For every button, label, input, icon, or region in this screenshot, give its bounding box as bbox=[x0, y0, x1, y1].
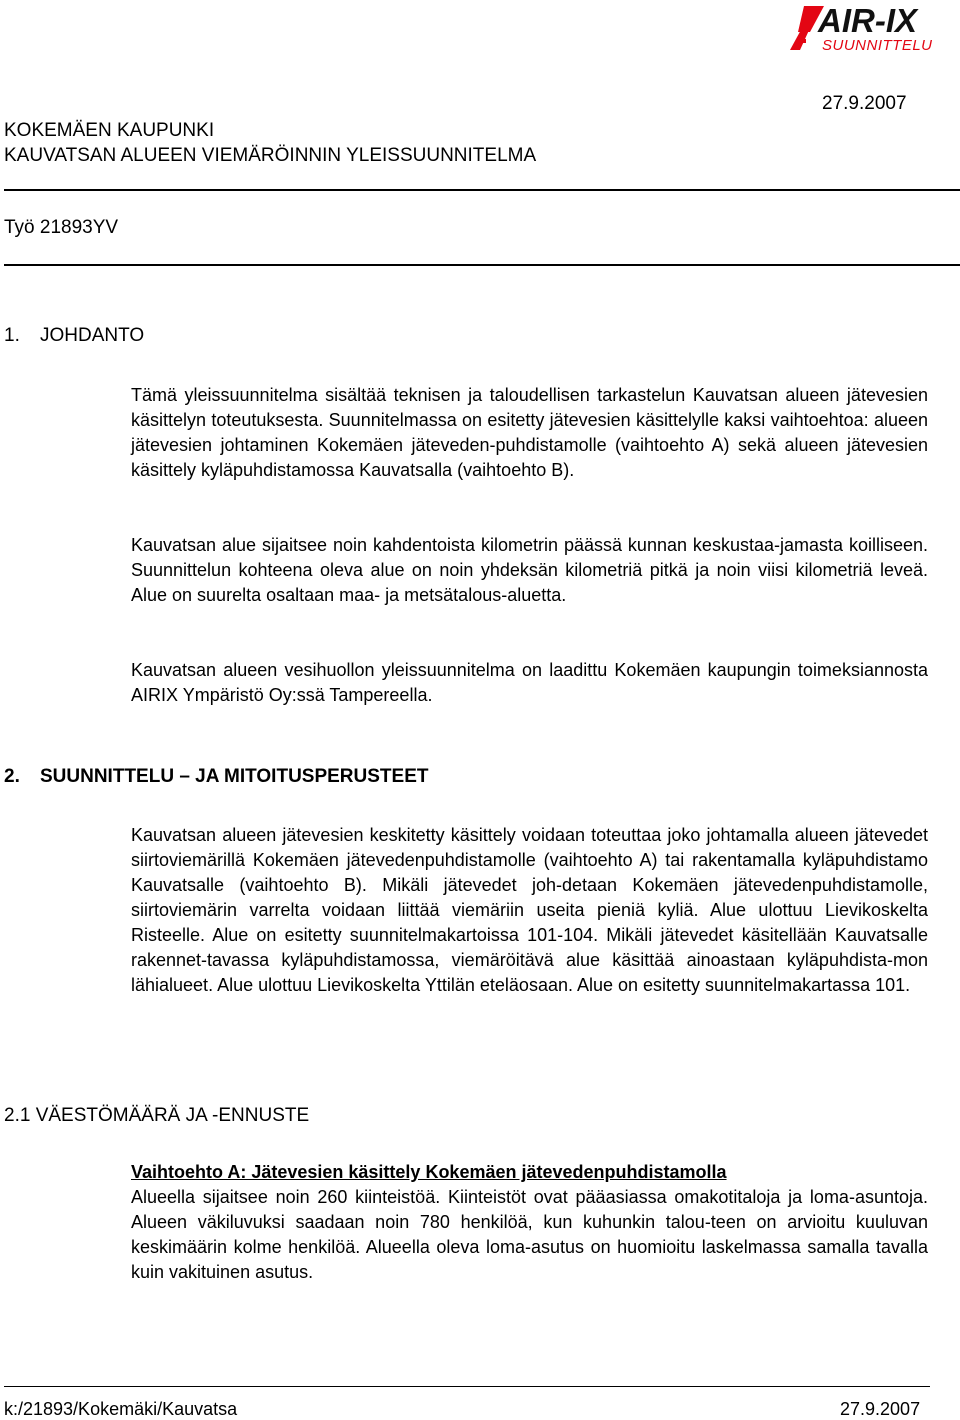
section-number: 2. bbox=[4, 766, 20, 787]
subheading-option-a: Vaihtoehto A: Jätevesien käsittely Kokemäen jätevedenpuhdistamolla bbox=[131, 1162, 727, 1182]
section-number: 2.1 bbox=[4, 1105, 31, 1126]
header-divider-bottom bbox=[4, 264, 960, 266]
section-heading-1 bbox=[4, 325, 144, 347]
footer-date: 27.9.2007 bbox=[840, 1399, 921, 1419]
paragraph: Kauvatsan alueen vesihuollon yleissuunnitelma on laadittu Kokemäen kaupungin toimeksiannosta AIRIX Ympäristö Oy:ssä Tampereella. bbox=[131, 660, 928, 705]
header-divider bbox=[4, 189, 960, 191]
section-title: SUUNNITTELU – JA MITOITUSPERUSTEET bbox=[40, 766, 429, 787]
footer-file-path: k:/21893/Kokemäki/Kauvatsa bbox=[4, 1399, 238, 1419]
section-heading-2 bbox=[4, 766, 428, 788]
section-number: 1. bbox=[4, 325, 20, 346]
footer-divider bbox=[4, 1386, 930, 1387]
document-title: KAUVATSAN ALUEEN VIEMÄRÖINNIN YLEISSUUNNITELMA bbox=[4, 145, 537, 166]
section-title: JOHDANTO bbox=[40, 325, 145, 346]
section-title: VÄESTÖMÄÄRÄ JA -ENNUSTE bbox=[35, 1105, 310, 1126]
section-heading-2-1 bbox=[4, 1105, 309, 1127]
logo-subtitle: SUUNNITTELU bbox=[822, 37, 933, 54]
paragraph: Tämä yleissuunnitelma sisältää teknisen ja taloudellisen tarkastelun Kauvatsan alueen jätevesien käsittelyn toteutuksesta. Suunnitelmassa on esitetty jätevesien käsittelylle kaksi vaihtoehtoa: alueen jätevesien johtaminen Kokemäen jäteveden-puhdistamolle (vaihtoehto A) sekä alueen jätevesien käsittely kyläpuhdistamossa Kauvatsalla (vaihtoehto B). bbox=[131, 385, 928, 480]
organization-name: KOKEMÄEN KAUPUNKI bbox=[4, 120, 215, 141]
paragraph: Kauvatsan alueen jätevesien keskitetty käsittely voidaan toteuttaa joko johtamalla alueen jätevedet siirtoviemärillä Kokemäen jätevedenpuhdistamolle (vaihtoehto A) tai rakentamalla kyläpuhdistamo Kauvatsalle (vaihtoehto B). Mikäli jätevedet joh-detaan Kokemäen jätevedenpuhdistamolle, siirtoviemärin varrelta voidaan liittää viemäriin useita pieniä kyliä. Alue ulottuu Lievikoskelta Risteelle. Alue on esitetty suunnitelmakartoissa 101-104. Mikäli jätevedet käsitellään Kauvatsalle rakennet-tavassa kyläpuhdistamossa, viemäröitävä alue käsittää ainoastaan kyläpuhdista-mon lähialueet. Alue ulottuu Lievikoskelta Yttilän eteläosaan. Alue on esitetty suunnitelmakartassa 101. bbox=[131, 825, 928, 995]
airix-logo bbox=[788, 2, 948, 54]
job-number: Työ 21893YV bbox=[4, 217, 119, 238]
paragraph: Kauvatsan alue sijaitsee noin kahdentoista kilometrin päässä kunnan keskustaa-jamasta koilliseen. Suunnittelun kohteena oleva alue on noin yhdeksän kilometriä pitkä ja noin viisi kilometriä leveä. Alue on suurelta osaltaan maa- ja metsätalous-aluetta. bbox=[131, 535, 928, 605]
header-block bbox=[4, 118, 536, 168]
paragraph: Alueella sijaitsee noin 260 kiinteistöä. Kiinteistöt ovat pääasiassa omakotitaloja ja loma-asuntoja. Alueen väkiluvuksi saadaan noin 780 henkilöä, kun kuhunkin talou-teen on arvioitu kuuluvan keskimäärin kolme henkilöä. Alueella oleva loma-asutus on huomioitu laskelmassa samalla tavalla kuin vakituinen asutus. bbox=[131, 1187, 928, 1282]
logo-brand: AIR-IX bbox=[818, 2, 917, 39]
header-date: 27.9.2007 bbox=[822, 93, 907, 114]
